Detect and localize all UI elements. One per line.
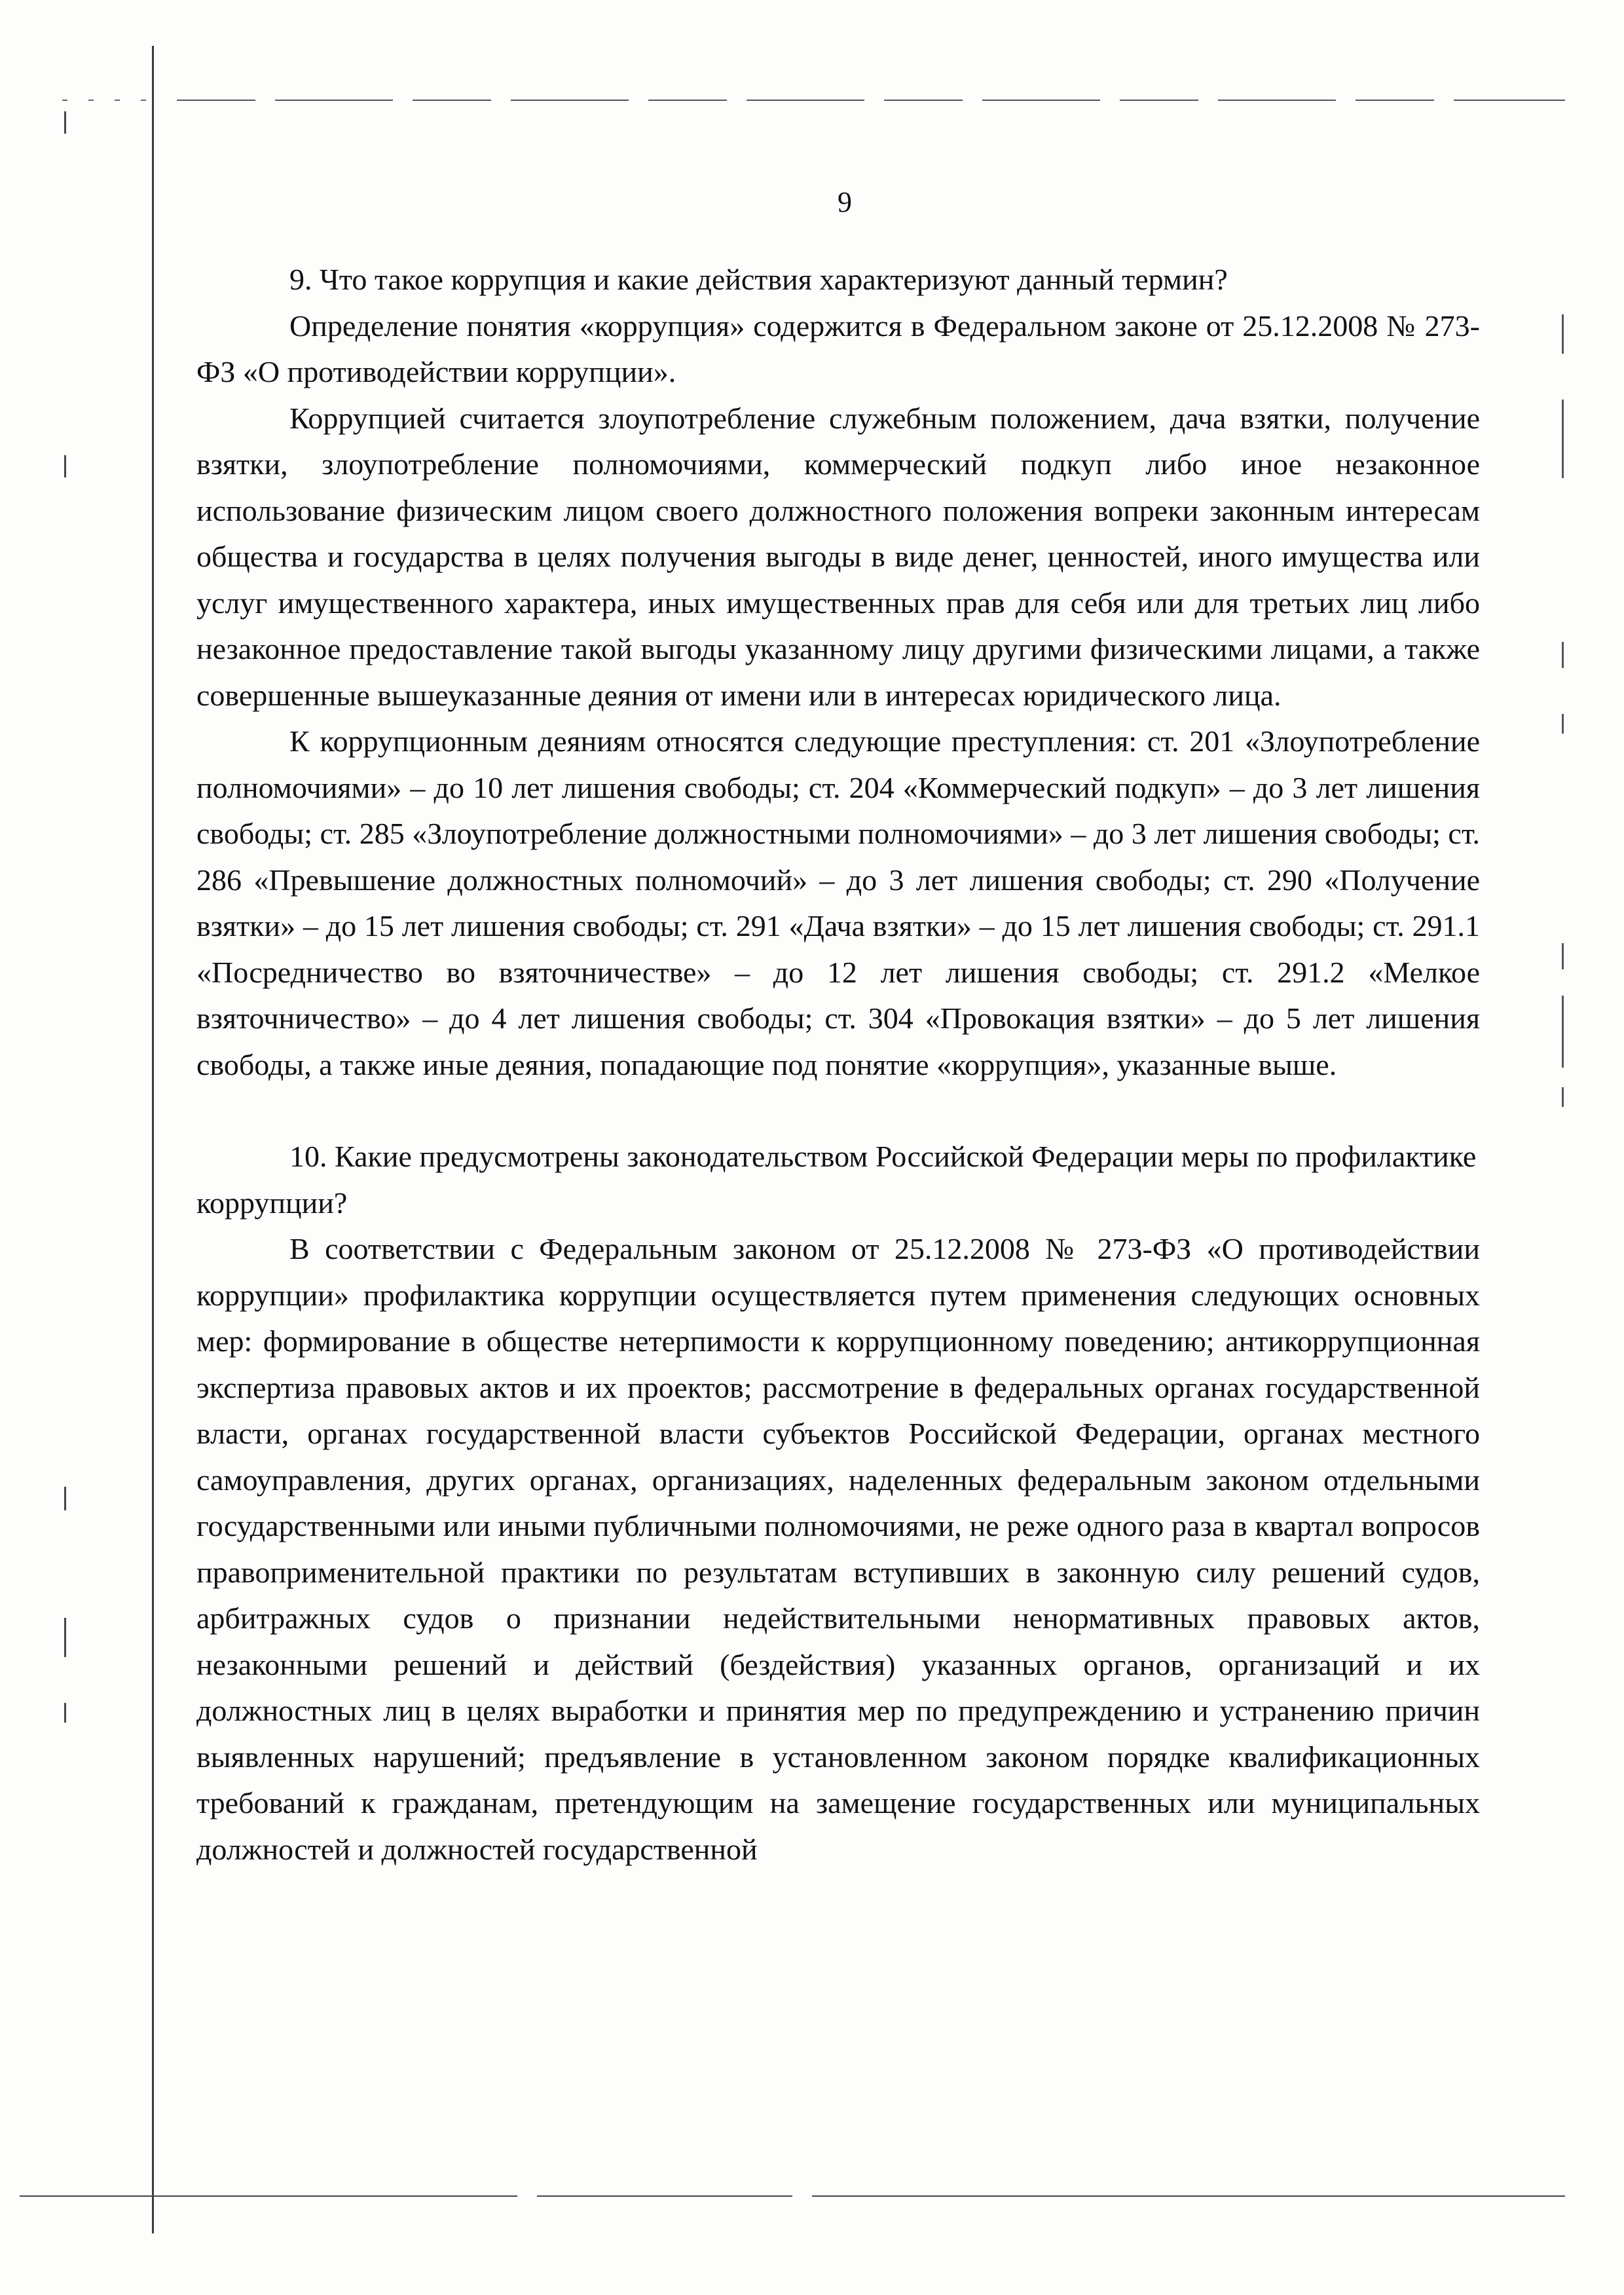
scan-top-border-dotted bbox=[62, 100, 147, 101]
scan-mark bbox=[64, 455, 66, 477]
scan-mark bbox=[1562, 996, 1564, 1068]
paragraph: К коррупционным деяниям относятся следующие преступления: ст. 201 «Злоупотребление полномочиями» – до 10 лет лишения свободы; ст. 204 «Коммерческий подкуп» – до 3 лет лишения свободы; ст. 285 «Злоупотребление должностными полномочиями» – до 3 лет лишения свободы; ст. 286 «Превышение должностных полномочий» – до 3 лет лишения свободы; ст. 290 «Получение взятки» – до 15 лет лишения свободы; ст. 291 «Дача взятки» – до 15 лет лишения свободы; ст. 291.1 «Посредничество во взяточничестве» – до 12 лет лишения свободы; ст. 291.2 «Мелкое взяточничество» – до 4 лет лишения свободы; ст. 304 «Провокация взятки» – до 5 лет лишения свободы, а также иные деяния, попадающие под понятие «коррупция», указанные выше. bbox=[196, 724, 1480, 1081]
scan-mark bbox=[1562, 314, 1564, 354]
scan-mark bbox=[1562, 400, 1564, 478]
scan-mark bbox=[1562, 1087, 1564, 1107]
scan-top-border bbox=[177, 100, 1565, 101]
section-heading: 9. Что такое коррупция и какие действия характеризуют данный термин? bbox=[289, 263, 1228, 296]
page-number: 9 bbox=[838, 186, 852, 218]
scan-mark bbox=[1562, 714, 1564, 734]
paragraph: В соответствии с Федеральным законом от 25.12.2008 № 273-ФЗ «О противодействии коррупции» профилактика коррупции осуществляется путем применения следующих основных мер: формирование в обществе нетерпимости к коррупционному поведению; антикоррупционная экспертиза правовых актов и их проектов; рассмотрение в федеральных органах государственной власти, органах государственной власти субъектов Российской Федерации, органах местного самоуправления, других органах, организациях, наделенных федеральным законом отдельными государственными или иными публичными полномочиями, не реже одного раза в квартал вопросов правоприменительной практики по результатам вступивших в законную силу решений судов, арбитражных судов о признании недействительными ненормативных правовых актов, незаконными решений и действий (бездействия) указанных органов, организаций и их должностных лиц в целях выработки и принятия мер по предупреждению и устранению причин выявленных нарушений; предъявление в установленном законом порядке квалификационных требований к гражданам, претендующим на замещение государственных или муниципальных должностей и должностей государственной bbox=[196, 1232, 1480, 1866]
scan-mark bbox=[64, 1703, 66, 1723]
document-body bbox=[196, 257, 1480, 1873]
section-heading: 10. Какие предусмотрены законодательством Российской Федерации меры по профилактике коррупции? bbox=[196, 1140, 1477, 1220]
paragraph: Коррупцией считается злоупотребление служебным положением, дача взятки, получение взятки, злоупотребление полномочиями, коммерческий подкуп либо иное незаконное использование физическим лицом своего должностного положения вопреки законным интересам общества и государства в целях получения выгоды в виде денег, ценностей, иного имущества или услуг имущественного характера, иных имущественных прав для себя или для третьих лиц либо незаконное предоставление такой выгоды указанному лицу другими физическими лицами, а также совершенные вышеуказанные деяния от имени или в интересах юридического лица. bbox=[196, 401, 1480, 712]
scan-mark bbox=[1562, 642, 1564, 668]
scan-mark bbox=[64, 111, 66, 134]
scan-mark bbox=[1562, 943, 1564, 969]
paragraph: Определение понятия «коррупция» содержится в Федеральном законе от 25.12.2008 № 273-ФЗ «О противодействии коррупции». bbox=[196, 308, 1480, 388]
scan-mark bbox=[64, 1487, 66, 1510]
scan-bottom-border bbox=[20, 2195, 1565, 2197]
scan-binding-edge bbox=[152, 46, 154, 2233]
scan-mark bbox=[64, 1618, 66, 1657]
